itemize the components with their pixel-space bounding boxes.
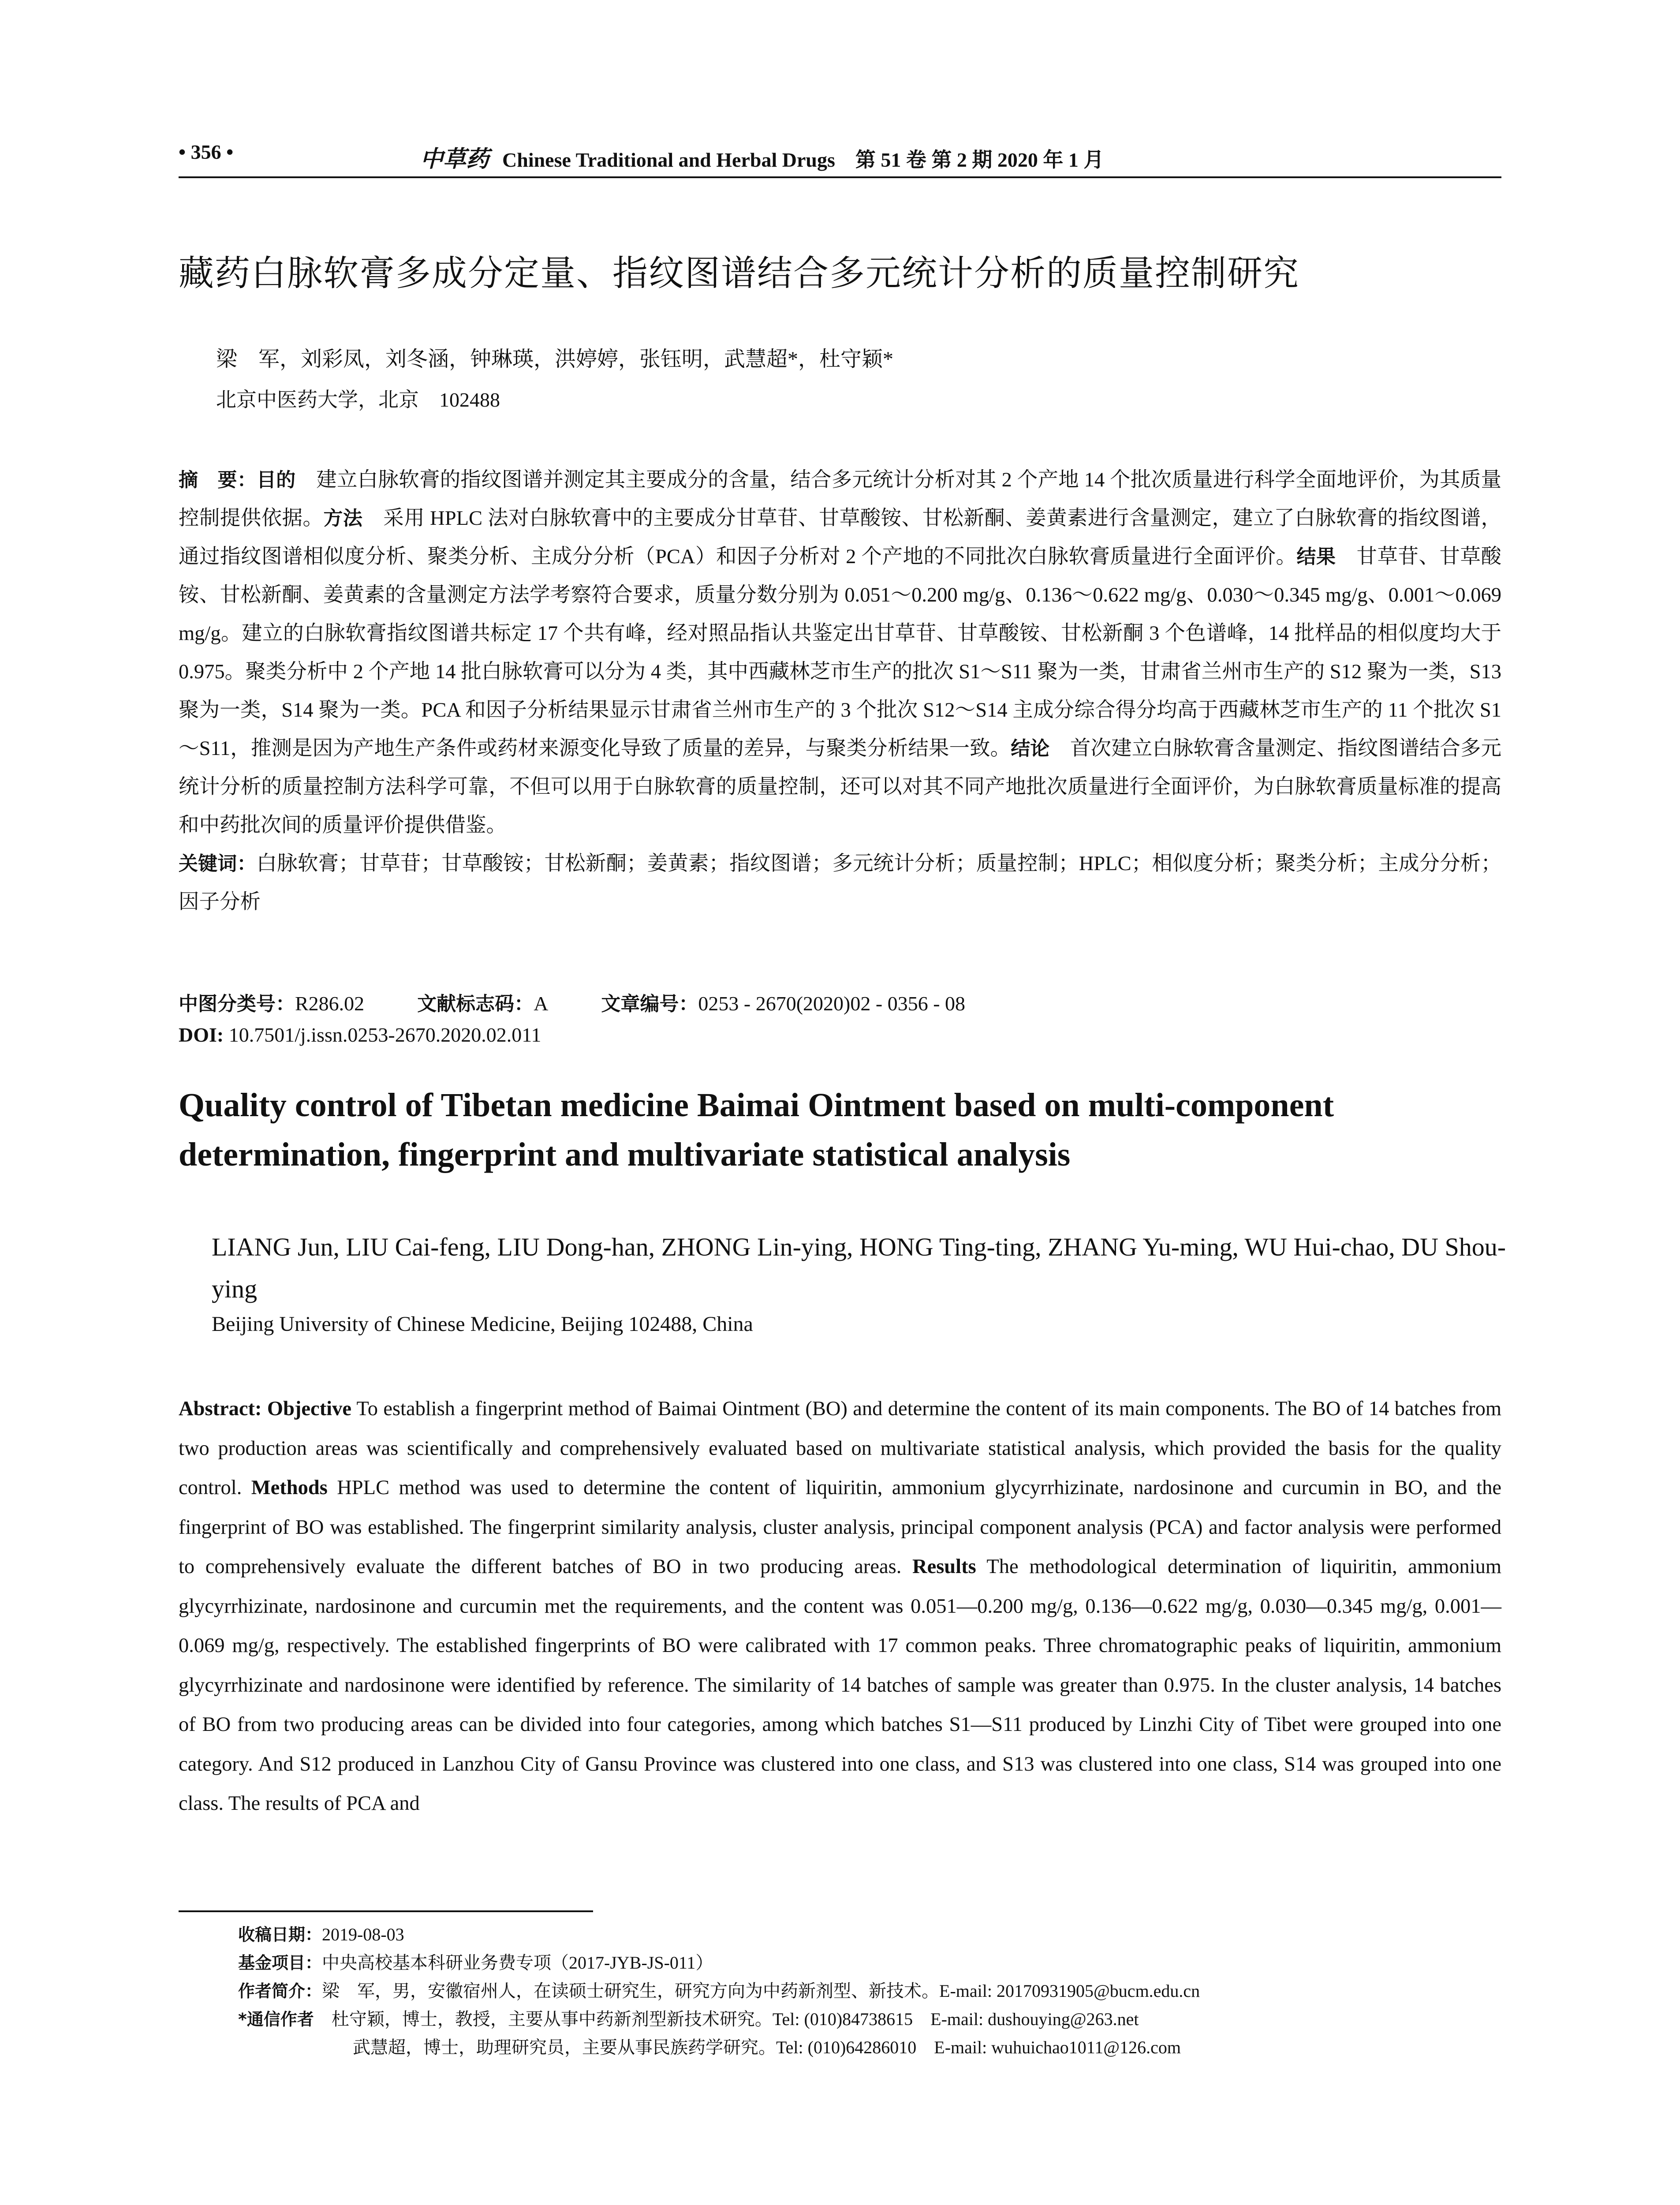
journal-issue-info: Chinese Traditional and Herbal Drugs 第 51 卷 第 2 期 2020 年 1 月 — [502, 149, 1104, 171]
footnotes — [238, 1921, 1200, 2062]
results-label-cn: 结果 — [1296, 546, 1336, 568]
journal-logo-cn: 中草药 — [420, 147, 489, 172]
doi-value[interactable]: 10.7501/j.issn.0253-2670.2020.02.011 — [228, 1024, 541, 1046]
abstract-cn-label: 摘 要： — [179, 469, 257, 491]
authors-cn: 梁 军，刘彩凤，刘冬涵，钟琳瑛，洪婷婷，张钰明，武慧超*，杜守颖* — [216, 348, 894, 371]
title-cn: 藏药白脉软膏多成分定量、指纹图谱结合多元统计分析的质量控制研究 — [179, 253, 1299, 294]
footnote-fund — [238, 1949, 1200, 1977]
footnote-bio — [238, 1977, 1200, 2005]
abstract-cn — [179, 461, 1501, 921]
doc-code-label: 文献标志码： — [417, 993, 534, 1015]
page-number: • 356 • — [179, 141, 234, 163]
methods-en: HPLC method was used to determine the content of liquiritin, ammonium glycyrrhizinate, nardosinone and curcumin in BO, and the fingerprint of BO was established. The fingerprint similarity analysis, cluster analysis, principal component analysis (PCA) and factor analysis were performed to comprehensively evaluate the different batches of BO in two producing areas. — [179, 1476, 1502, 1578]
article-no-value: 0253 - 2670(2020)02 - 0356 - 08 — [698, 992, 966, 1015]
keywords-text-cn: 白脉软膏；甘草苷；甘草酸铵；甘松新酮；姜黄素；指纹图谱；多元统计分析；质量控制；HPLC；相似度分析；聚类分析；主成分分析；因子分析 — [179, 852, 1502, 913]
methods-cn: 采用 HPLC 法对白脉软膏中的主要成分甘草苷、甘草酸铵、甘松新酮、姜黄素进行含量测定，建立了白脉软膏的指纹图谱，通过指纹图谱相似度分析、聚类分析、主成分分析（PCA）和因子分析对 2 个产地的不同批次白脉软膏质量进行全面评价。 — [179, 507, 1502, 568]
abstract-en-body — [179, 1389, 1501, 1824]
doi-line — [179, 1023, 541, 1046]
title-en: Quality control of Tibetan medicine Baimai Ointment based on multi-component determination, fingerprint and multivariate statistical analysis — [179, 1087, 1334, 1173]
header-rule — [179, 176, 1501, 178]
footnote-received — [238, 1921, 1200, 1949]
running-head — [179, 140, 1501, 176]
article-no-label: 文章编号： — [601, 993, 698, 1015]
journal-name — [420, 140, 1104, 173]
abstract-en — [179, 1389, 1501, 1824]
clc-label: 中图分类号： — [179, 993, 295, 1015]
corresponding-author-1: 杜守颖，博士，教授，主要从事中药新剂型新技术研究。Tel: (010)84738615 E-mail: dushouying@263.net — [331, 2009, 1139, 2029]
affiliation-en: Beijing University of Chinese Medicine, Beijing 102488, China — [212, 1312, 753, 1336]
received-date: 2019-08-03 — [322, 1925, 404, 1944]
footnote-rule — [179, 1910, 593, 1912]
conclusion-cn: 首次建立白脉软膏含量测定、指纹图谱结合多元统计分析的质量控制方法科学可靠，不但可以用于白脉软膏的质量控制，还可以对其不同产地批次质量进行全面评价，为白脉软膏质量标准的提高和中药批次间的质量评价提供借鉴。 — [179, 737, 1502, 837]
bio-text: 梁 军，男，安徽宿州人，在读硕士研究生，研究方向为中药新剂型、新技术。E-mail: 20170931905@bucm.edu.cn — [322, 1981, 1200, 2001]
footnote-corresponding-2 — [238, 2033, 1200, 2062]
received-label: 收稿日期： — [238, 1925, 322, 1944]
methods-label-cn: 方法 — [323, 507, 363, 530]
authors-en: LIANG Jun, LIU Cai-feng, LIU Dong-han, ZHONG Lin-ying, HONG Ting-ting, ZHANG Yu-ming, WU Hui-chao, DU Shou-ying — [212, 1233, 1506, 1303]
doc-code-value: A — [534, 992, 549, 1015]
keywords-cn — [179, 845, 1501, 921]
abstract-cn-body — [179, 461, 1501, 845]
results-label-en: Results — [912, 1555, 976, 1578]
corresponding-author-2: 武慧超，博士，助理研究员，主要从事民族药学研究。Tel: (010)64286010 E-mail: wuhuichao1011@126.com — [353, 2037, 1181, 2057]
objective-en: To establish a fingerprint method of Baimai Ointment (BO) and determine the content of its main components. The BO of 14 batches from two production areas was scientifically and comprehensively evaluated based on multivariate statistical analysis, which provided the basis for the quality control. — [179, 1398, 1501, 1499]
footnote-corresponding — [238, 2005, 1200, 2033]
conclusion-label-cn: 结论 — [1011, 737, 1050, 760]
fund-text: 中央高校基本科研业务费专项（2017-JYB-JS-011） — [322, 1953, 713, 1973]
results-cn: 甘草苷、甘草酸铵、甘松新酮、姜黄素的含量测定方法学考察符合要求，质量分数分别为 0.051～0.200 mg/g、0.136～0.622 mg/g、0.030～0.345 mg/g、0.001～0.069 mg/g。建立的白脉软膏指纹图谱共标定 17 个共有峰，经对照品指认共鉴定出甘草苷、甘草酸铵、甘松新酮 3 个色谱峰，14 批样品的相似度均大于 0.975。聚类分析中 2 个产地 14 批白脉软膏可以分为 4 类，其中西藏林芝市生产的批次 S1～S11 聚为一类，甘肃省兰州市生产的 S12 聚为一类，S13 聚为一类，S14 聚为一类。PCA 和因子分析结果显示甘肃省兰州市生产的 3 个批次 S12～S14 主成分综合得分均高于西藏林芝市生产的 11 个批次 S1～S11，推测是因为产地生产条件或药材来源变化导致了质量的差异，与聚类分析结果一致。 — [179, 546, 1502, 760]
fund-label: 基金项目： — [238, 1953, 322, 1973]
affiliation-cn: 北京中医药大学，北京 102488 — [216, 389, 500, 411]
results-en: The methodological determination of liquiritin, ammonium glycyrrhizinate, nardosinone and curcumin met the requirements, and the content was 0.051—0.200 mg/g, 0.136—0.622 mg/g, 0.030—0.345 mg/g, 0.001—0.069 mg/g, respectively. The established fingerprints of BO were calibrated with 17 common peaks. Three chromatographic peaks of liquiritin, ammonium glycyrrhizinate and nardosinone were identified by reference. The similarity of 14 batches of sample was greater than 0.975. In the cluster analysis, 14 batches of BO from two producing areas can be divided into four categories, among which batches S1—S11 produced by Linzhi City of Tibet were grouped into one category. And S12 produced in Lanzhou City of Gansu Province was clustered into one class, and S13 was clustered into one class, S14 was grouped into one class. The results of PCA and — [179, 1555, 1501, 1815]
methods-label-en: Methods — [251, 1476, 328, 1499]
classification-line — [179, 988, 965, 1016]
clc-value: R286.02 — [295, 992, 365, 1015]
keywords-label-cn: 关键词： — [179, 852, 257, 875]
abstract-en-label: Abstract: Objective — [179, 1398, 351, 1420]
objective-label-cn: 目的 — [256, 469, 296, 491]
objective-cn: 建立白脉软膏的指纹图谱并测定其主要成分的含量，结合多元统计分析对其 2 个产地 14 个批次质量进行科学全面地评价，为其质量控制提供依据。 — [179, 469, 1502, 530]
doi-label: DOI: — [179, 1024, 224, 1046]
bio-label: 作者简介： — [238, 1981, 322, 2001]
corresponding-label: *通信作者 — [238, 2010, 314, 2029]
